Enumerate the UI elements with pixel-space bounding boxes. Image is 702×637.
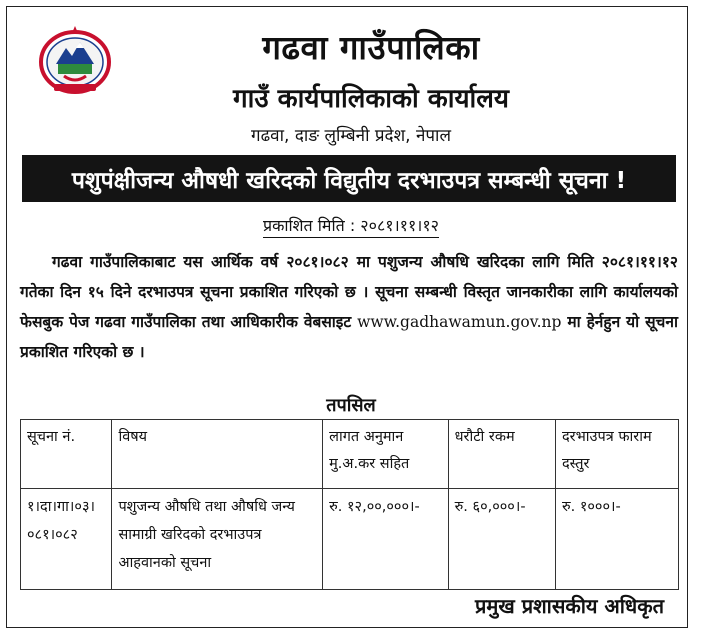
cell-notice-no: १।दा।गा।०३। ०८१।०८२ <box>21 489 112 590</box>
column-header-notice-no: सूचना नं. <box>21 420 112 489</box>
notice-body-text-2: मा हेर्नहुन यो सूचना प्रकाशित गरिएको छ । <box>20 313 679 361</box>
published-date <box>0 214 702 236</box>
cell-cost-estimate: रु. १२,००,०००।- <box>323 489 449 590</box>
cell-deposit: रु. ६०,०००।- <box>448 489 555 590</box>
cell-form-fee: रु. १०००।- <box>555 489 678 590</box>
column-header-subject: विषय <box>112 420 323 489</box>
column-header-deposit: धरौटी रकम <box>448 420 555 489</box>
notice-banner <box>22 155 676 202</box>
schedule-table <box>20 419 679 590</box>
signatory-title: प्रमुख प्रशासकीय अधिकृत <box>475 594 664 618</box>
table-row <box>21 489 679 590</box>
website-url: www.gadhawamun.gov.np <box>357 313 562 331</box>
cell-subject: पशुजन्य औषधि तथा औषधि जन्य सामाग्री खरिदको दरभाउपत्र आहवानको सूचना <box>112 489 323 590</box>
published-date-text: प्रकाशित मिति : २०८१।११।१२ <box>263 216 439 238</box>
office-address: गढवा, दाङ लुम्बिनी प्रदेश, नेपाल <box>251 126 451 146</box>
table-header-row <box>21 420 679 489</box>
notice-banner-text: पशुपंक्षीजन्य औषधी खरिदको विद्युतीय दरभाउपत्र सम्बन्धी सूचना ! <box>71 167 627 194</box>
office-subtitle: गाउँ कार्यपालिकाको कार्यालय <box>233 84 509 114</box>
notice-body <box>20 247 678 367</box>
column-header-cost-estimate: लागत अनुमान मु.अ.कर सहित <box>323 420 449 489</box>
schedule-heading: तपसिल <box>326 395 376 416</box>
column-header-form-fee: दरभाउपत्र फाराम दस्तुर <box>555 420 678 489</box>
notice-body-text-1: गढवा गाउँपालिकाबाट यस आर्थिक वर्ष २०८१।०८२ मा पशुजन्य औषधि खरिदका लागि मिति २०८१।११।१२ गतेका दिन १५ दिने दरभाउपत्र सूचना प्रकाशित गरिएको छ । सूचना सम्बन्धी विस्तृत जानकारीका लागि कार्यालयको फेसबुक पेज गढवा गाउँपालिका तथा आधिकारीक वेबसाइट <box>20 253 678 331</box>
municipality-title: गढवा गाउँपालिका <box>262 28 480 67</box>
